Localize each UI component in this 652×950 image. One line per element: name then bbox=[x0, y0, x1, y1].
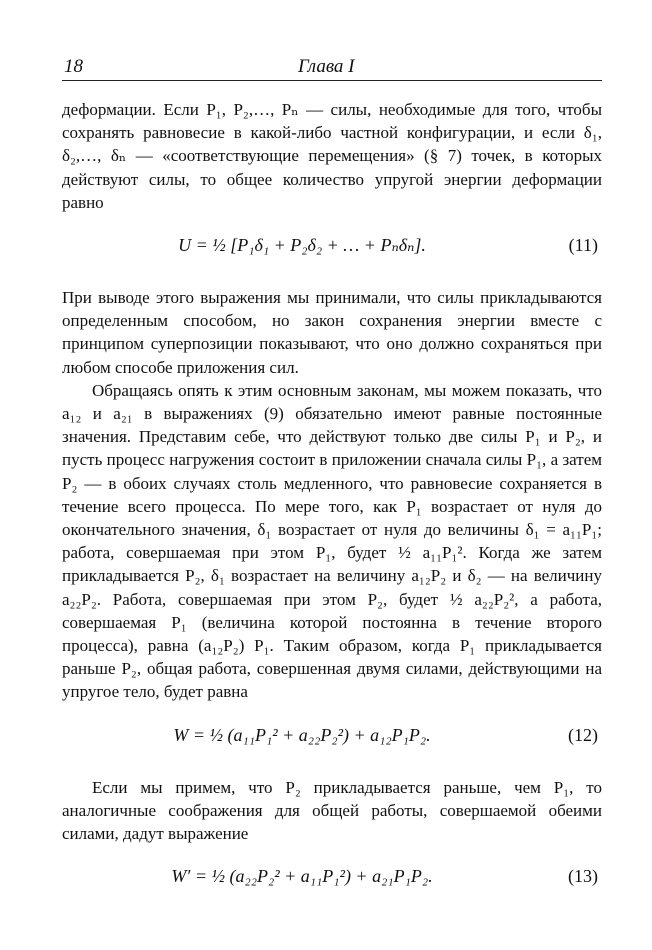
equation-expression: W′ = ½ (a₂₂P₂² + a₁₁P₁²) + a₂₁P₁P₂. bbox=[171, 866, 433, 887]
page-header bbox=[62, 52, 602, 82]
page-body bbox=[62, 98, 602, 917]
running-title: Глава I bbox=[298, 56, 355, 77]
equation-number: (13) bbox=[568, 866, 598, 887]
equation-expression: U = ½ [P₁δ₁ + P₂δ₂ + … + Pₙδₙ]. bbox=[178, 235, 426, 256]
header-rule bbox=[62, 80, 602, 81]
paragraph-4: Если мы примем, что P₂ прикладывается раньше, чем P₁, то аналогичные соображения для общей работы, совершаемой обеими силами, дадут выражение bbox=[62, 777, 602, 844]
equation-expression: W = ½ (a₁₁P₁² + a₂₂P₂²) + a₁₂P₁P₂. bbox=[173, 724, 431, 745]
equation-12 bbox=[62, 714, 602, 764]
equation-11 bbox=[62, 224, 602, 274]
equation-number: (11) bbox=[568, 235, 598, 256]
equation-number: (12) bbox=[568, 724, 598, 745]
equation-13 bbox=[62, 855, 602, 905]
paragraph-1: деформации. Если P₁, P₂,…, Pₙ — силы, необходимые для того, чтобы сохранять равновесие в какой-либо частной конфигурации, и если δ₁, δ₂,…, δₙ — «соответствующие перемещения» (§ 7) точек, в которых действуют силы, то общее количество упругой энергии деформации равно bbox=[62, 100, 602, 212]
paragraph-2: При выводе этого выражения мы принимали, что силы прикладываются определенным способом, но закон сохранения энергии вместе с принципом суперпозиции показывают, что оно должно сохраняться при любом способе приложения сил. bbox=[62, 288, 602, 377]
paragraph-3: Обращаясь опять к этим основным законам, мы можем показать, что a₁₂ и a₂₁ в выражениях (9) обязательно имеют равные постоянные значения. Представим себе, что действуют только две силы P₁ и P₂, и пусть процесс нагружения состоит в приложении сначала силы P₁, а затем P₂ — в обоих случаях столь медленного, что равновесие сохраняется в течение всего процесса. По мере того, как P₁ возрастает от нуля до окончательного значения, δ₁ возрастает от нуля до величины δ₁ = a₁₁P₁; работа, совершаемая при этом P₁, будет ½ a₁₁P₁². Когда же затем прикладывается P₂, δ₁ возрастает на величину a₁₂P₂ и δ₂ — на величину a₂₂P₂. Работа, совершаемая при этом P₂, будет ½ a₂₂P₂², а работа, совершаемая P₁ (величина которой постоянна в течение второго процесса), равна (a₁₂P₂) P₁. Таким образом, когда P₁ прикладывается раньше P₂, общая работа, совершенная двумя силами, действующими на упругое тело, будет равна bbox=[62, 380, 602, 702]
page-number: 18 bbox=[64, 56, 83, 77]
